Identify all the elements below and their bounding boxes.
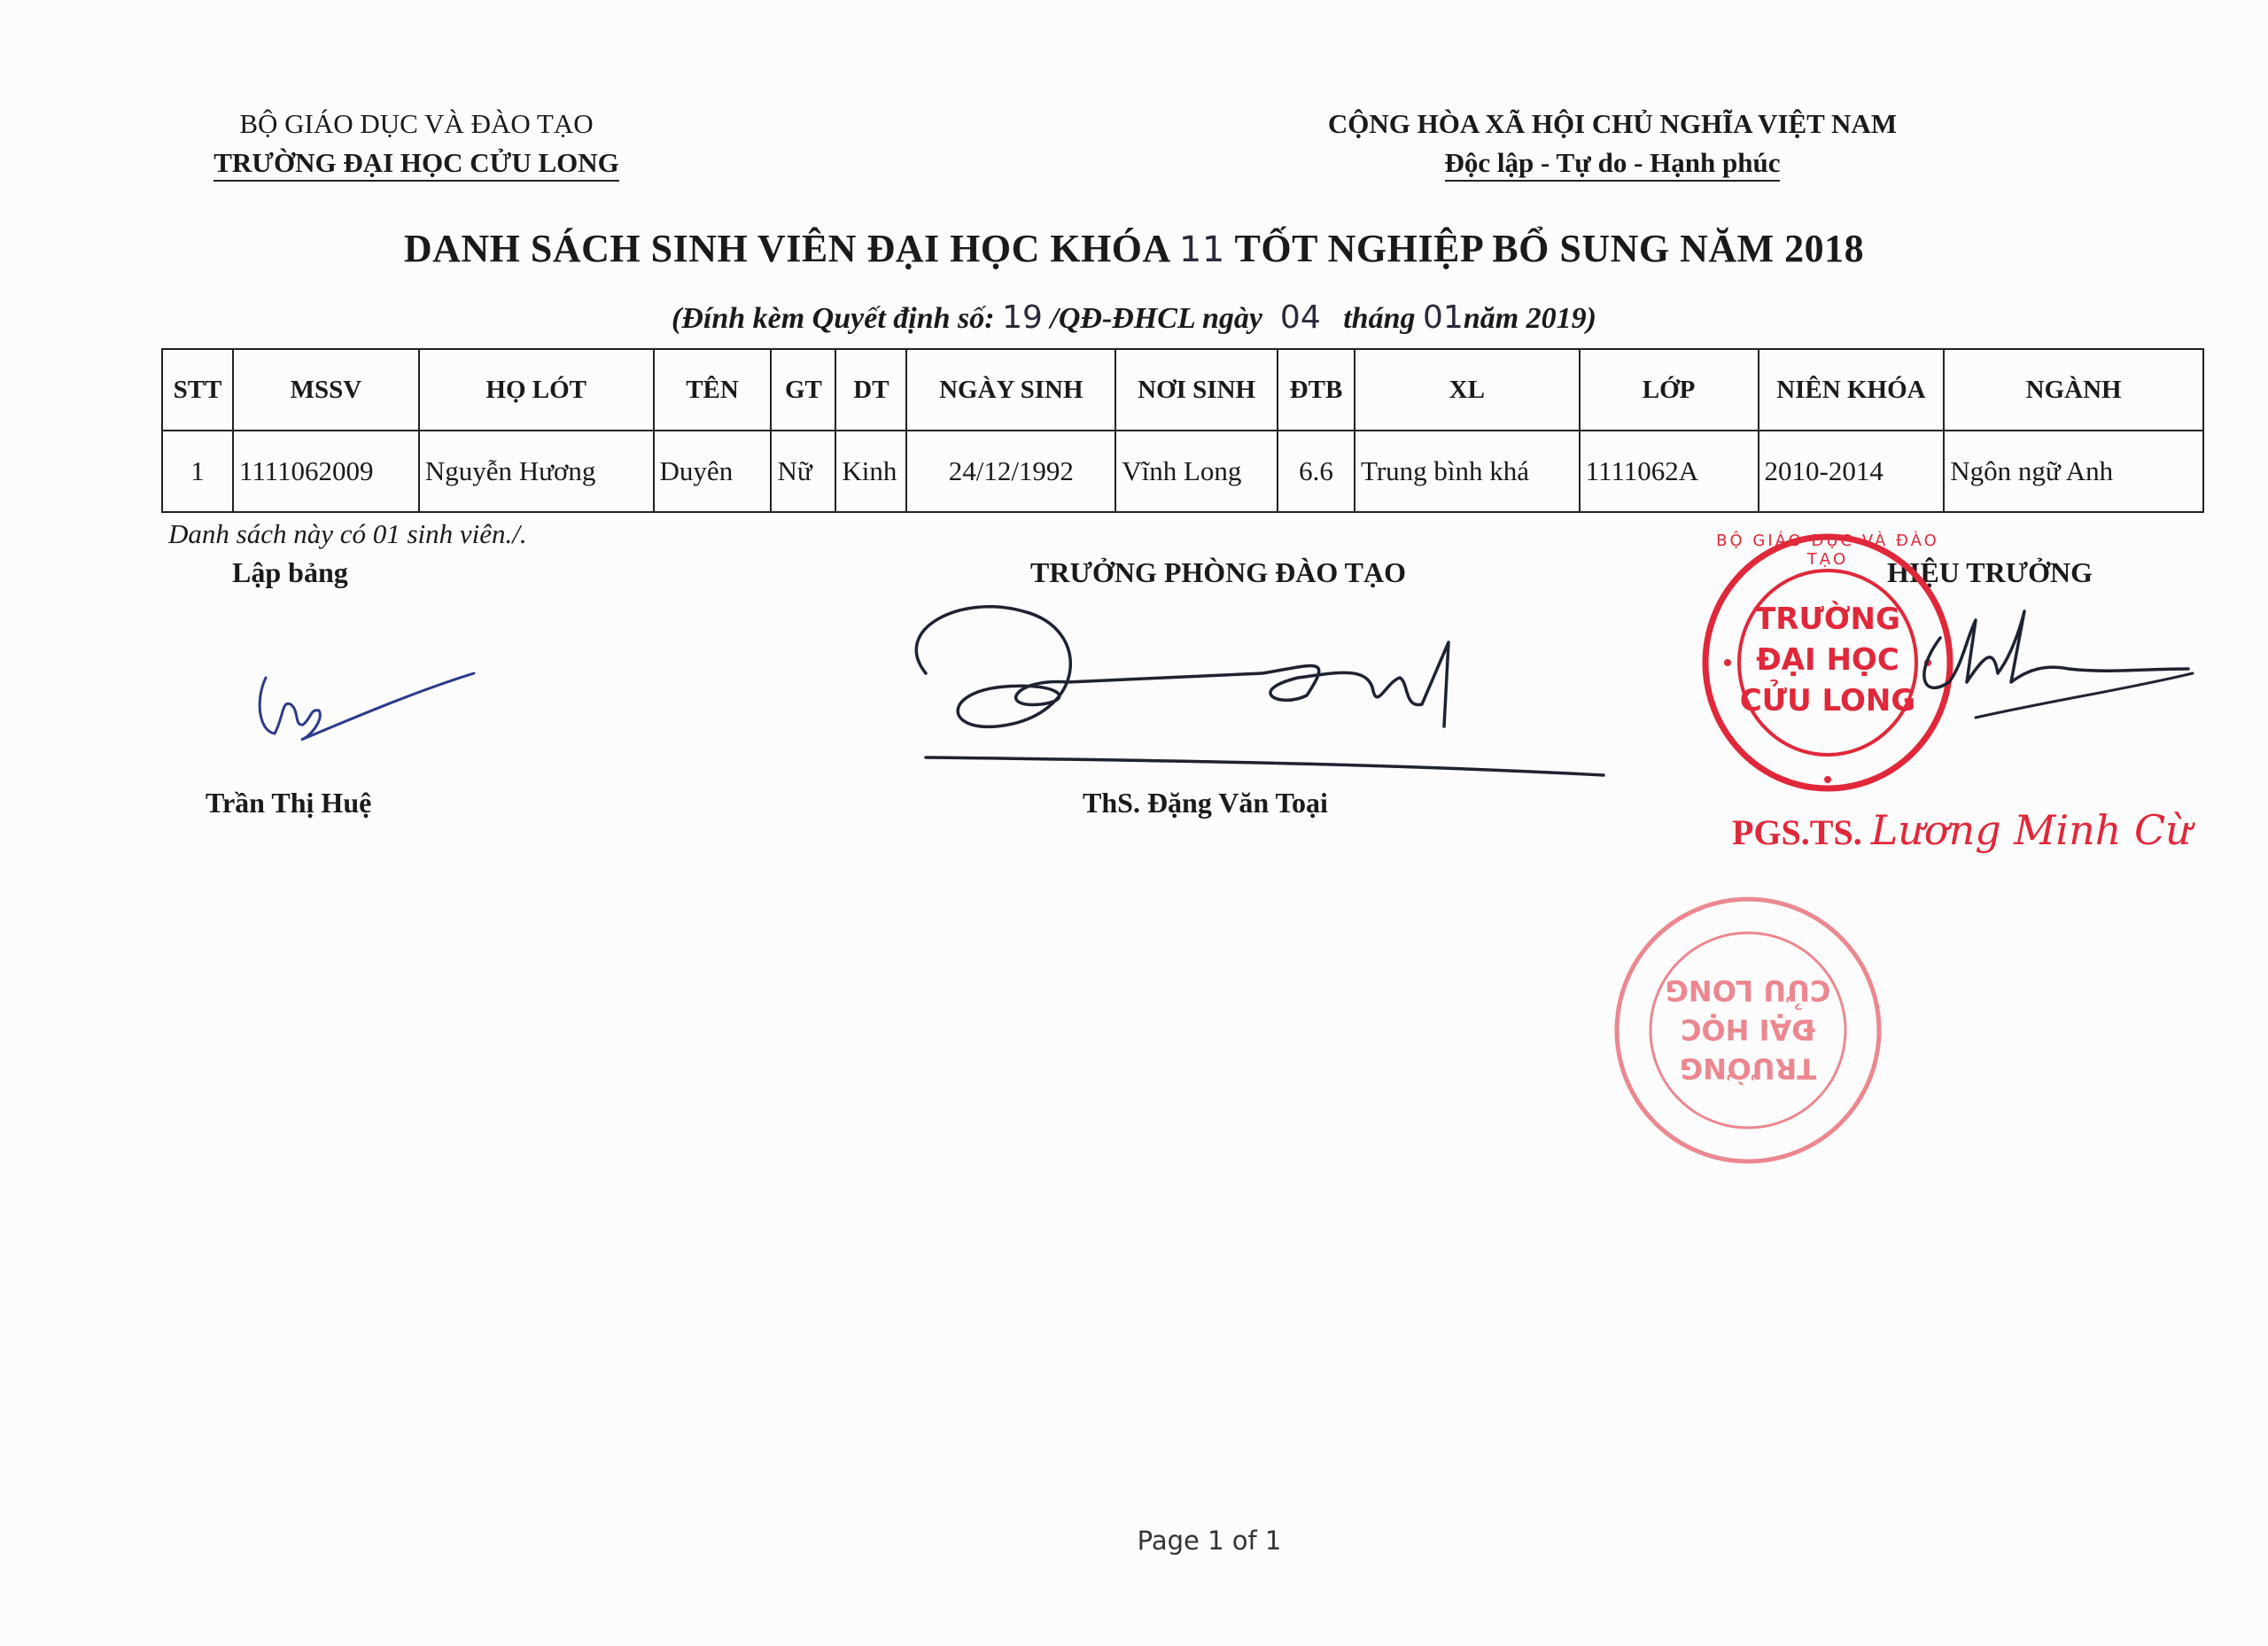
- rector-title: PGS.TS.: [1732, 812, 1862, 852]
- cell-gt: Nữ: [771, 431, 835, 512]
- col-header: HỌ LÓT: [419, 349, 654, 431]
- cell-noi-sinh: Vĩnh Long: [1115, 431, 1278, 512]
- cell-lop: 1111062A: [1580, 431, 1759, 512]
- decision-month: 01: [1423, 299, 1464, 336]
- decision-reference: [0, 299, 2268, 336]
- col-header: ĐTB: [1278, 349, 1355, 431]
- cell-ten: Duyên: [654, 431, 772, 512]
- faded-seal-line-3: CỬU LONG: [1665, 974, 1831, 1007]
- training-head-name: ThS. Đặng Văn Toại: [1083, 787, 1328, 819]
- cell-ngay-sinh: 24/12/1992: [906, 431, 1115, 512]
- cell-mssv: 1111062009: [233, 431, 419, 512]
- col-header: NƠI SINH: [1115, 349, 1278, 431]
- title-before: DANH SÁCH SINH VIÊN ĐẠI HỌC KHÓA: [403, 227, 1169, 270]
- col-header: GT: [771, 349, 835, 431]
- cell-ho-lot: Nguyễn Hương: [419, 431, 654, 512]
- rector-signature: [1878, 585, 2197, 744]
- col-header: STT: [162, 349, 233, 431]
- col-header: NIÊN KHÓA: [1759, 349, 1945, 431]
- decision-code: /QĐ-ĐHCL ngày: [1050, 302, 1262, 335]
- title-after: TỐT NGHIỆP BỔ SUNG NĂM 2018: [1234, 227, 1865, 270]
- col-header: DT: [835, 349, 906, 431]
- republic-name: CỘNG HÒA XÃ HỘI CHỦ NGHĨA VIỆT NAM: [1327, 108, 1898, 139]
- decision-day: 04: [1279, 299, 1321, 336]
- cell-nien-khoa: 2010-2014: [1759, 431, 1945, 512]
- seal-line-3: CỬU LONG: [1739, 683, 1916, 718]
- university-name: TRƯỜNG ĐẠI HỌC CỬU LONG: [214, 146, 619, 182]
- header-right: [1223, 105, 2002, 182]
- table-header-row: [162, 349, 2203, 431]
- col-header: NGÀY SINH: [906, 349, 1115, 431]
- cell-xl: Trung bình khá: [1355, 431, 1580, 512]
- rector-name: Lương Minh Cừ: [1870, 806, 2192, 854]
- decision-number: 19: [1002, 299, 1043, 336]
- rector-name-stamp: [1732, 806, 2192, 854]
- document-title: [0, 226, 2268, 271]
- decision-year: năm 2019): [1463, 302, 1596, 335]
- decision-month-label: tháng: [1343, 302, 1416, 335]
- header-left: [159, 105, 673, 182]
- training-head-signature: [890, 594, 1617, 788]
- training-head-role: TRƯỞNG PHÒNG ĐÀO TẠO: [1030, 556, 1407, 588]
- seal-line-2: ĐẠI HỌC: [1756, 642, 1899, 678]
- title-cohort: 11: [1178, 229, 1225, 270]
- ministry-name: BỘ GIÁO DỤC VÀ ĐÀO TẠO: [239, 108, 594, 139]
- decision-prefix: (Đính kèm Quyết định số:: [672, 302, 995, 335]
- cell-nganh: Ngôn ngữ Anh: [1944, 431, 2203, 512]
- student-count-note: Danh sách này có 01 sinh viên./.: [168, 518, 527, 549]
- rector-role: HIỆU TRƯỞNG: [1887, 556, 2093, 588]
- col-header: XL: [1355, 349, 1580, 431]
- preparer-role: Lập bảng: [232, 556, 348, 588]
- table-row: [162, 431, 2203, 512]
- national-motto: Độc lập - Tự do - Hạnh phúc: [1445, 146, 1781, 182]
- preparer-name: Trần Thị Huệ: [206, 787, 372, 819]
- student-table: [161, 348, 2204, 513]
- col-header: MSSV: [233, 349, 419, 431]
- faded-seal-line-2: ĐẠI HỌC: [1680, 1013, 1816, 1046]
- page-number: Page 1 of 1: [1137, 1526, 1282, 1556]
- cell-dt: Kinh: [835, 431, 906, 512]
- cell-dtb: 6.6: [1278, 431, 1355, 512]
- col-header: NGÀNH: [1944, 349, 2203, 431]
- faded-seal-line-1: TRƯỜNG: [1679, 1052, 1817, 1085]
- seal-line-1: TRƯỜNG: [1755, 602, 1900, 637]
- preparer-signature: [248, 656, 496, 753]
- col-header: LỚP: [1580, 349, 1759, 431]
- cell-stt: 1: [162, 431, 233, 512]
- seal-outer-text: BỘ GIÁO DỤC VÀ ĐÀO TẠO: [1716, 532, 1939, 569]
- faded-seal: [1611, 893, 1885, 1168]
- col-header: TÊN: [654, 349, 772, 431]
